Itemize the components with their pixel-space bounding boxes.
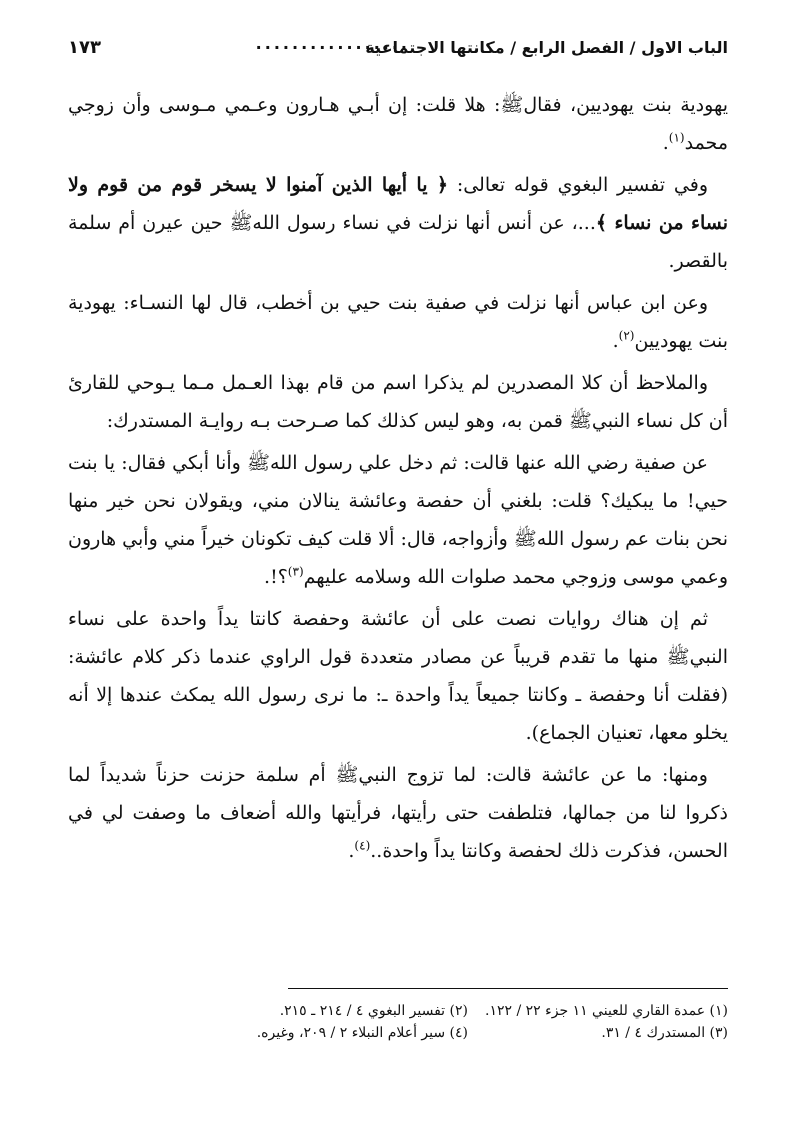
footnotes (68, 1000, 728, 1044)
chapter-title: الباب الاول / الفصل الرابع / مكانتها الاجتماعية (365, 38, 728, 57)
paragraph: وفي تفسير البغوي قوله تعالى: ﴿ يا أيها الذين آمنوا لا يسخر قوم من قوم ولا نساء من نساء ﴾...، عن أنس أنها نزلت في نساء رسول اللهﷺ حين عيرن أم سلمة بالقصر. (68, 174, 728, 272)
page-number: ١٧٣ (68, 37, 101, 58)
header-leader-dots: ................. (255, 34, 410, 53)
running-header (68, 28, 728, 68)
footnote-4: (٤) سير أعلام النبلاء ٢ / ٢٠٩، وغيره. (256, 1025, 468, 1041)
footnote-ref: (٣) (287, 564, 304, 579)
body-text (68, 86, 728, 870)
quran-quote: ﴿ يا أيها الذين آمنوا لا يسخر قوم من قوم ولا نساء من نساء ﴾ (68, 174, 728, 234)
paragraph: ومنها: ما عن عائشة قالت: لما تزوج النبيﷺ أم سلمة حزنت حزناً شديداً لما ذكروا لنا من جمالها، فتلطفت حتى رأيتها، فرأيتها والله أضعاف ما وصفت لي في الحسن، فذكرت ذلك لحفصة وكانتا يداً واحدة..$^{(٤)}$. (68, 764, 728, 862)
paragraph: والملاحظ أن كلا المصدرين لم يذكرا اسم من قام بهذا العـمل مـما يـوحي للقارئ أن كل نساء النبيﷺ قمن به، وهو ليس كذلك كما صـرحت بـه روايـة المستدرك: (68, 372, 728, 432)
footnote-ref: (٢) (618, 328, 635, 343)
footnote-divider (288, 988, 728, 989)
paragraph: عن صفية رضي الله عنها قالت: ثم دخل علي رسول اللهﷺ وأنا أبكي فقال: يا بنت حيي! ما يبكيك؟ قلت: بلغني أن حفصة وعائشة ينالان مني، ويقولان نحن خير منها نحن بنات عم رسول اللهﷺ وأزواجه، قال: ألا قلت كيف تكونان خيراً مني وأبي هارون وعمي موسى وزوجي محمد صلوات الله وسلامه عليهم$^{(٣)}$؟!. (68, 452, 728, 588)
book-page (68, 28, 728, 1118)
footnote-ref: (٤) (354, 838, 371, 853)
footnote-1: (١) عمدة القاري للعيني ١١ جزء ٢٢ / ١٢٢. (485, 1003, 728, 1019)
footnote-2: (٢) تفسير البغوي ٤ / ٢١٤ ـ ٢١٥. (279, 1003, 468, 1019)
footnote-3: (٣) المستدرك ٤ / ٣١. (601, 1025, 728, 1041)
paragraph: يهودية بنت يهوديين، فقالﷺ: هلا قلت: إن أبـي هـارون وعـمي مـوسى وأن زوجي محمد$^{(١)}$. (68, 94, 728, 154)
footnote-ref: (١) (668, 130, 685, 145)
paragraph: ثم إن هناك روايات نصت على أن عائشة وحفصة كانتا يداً واحدة على نساء النبيﷺ منها ما تقدم قريباً عن مصادر متعددة قول الراوي عندما ذكر كلام عائشة: (فقلت أنا وحفصة ـ وكانتا جميعاً يداً واحدة ـ: ما نرى رسول الله يمكث عندها إلا أنه يخلو معها، تعنيان الجماع). (68, 608, 728, 744)
paragraph: وعن ابن عباس أنها نزلت في صفية بنت حيي بن أخطب، قال لها النسـاء: يهودية بنت يهوديين$^{(٢)}$. (68, 292, 728, 352)
